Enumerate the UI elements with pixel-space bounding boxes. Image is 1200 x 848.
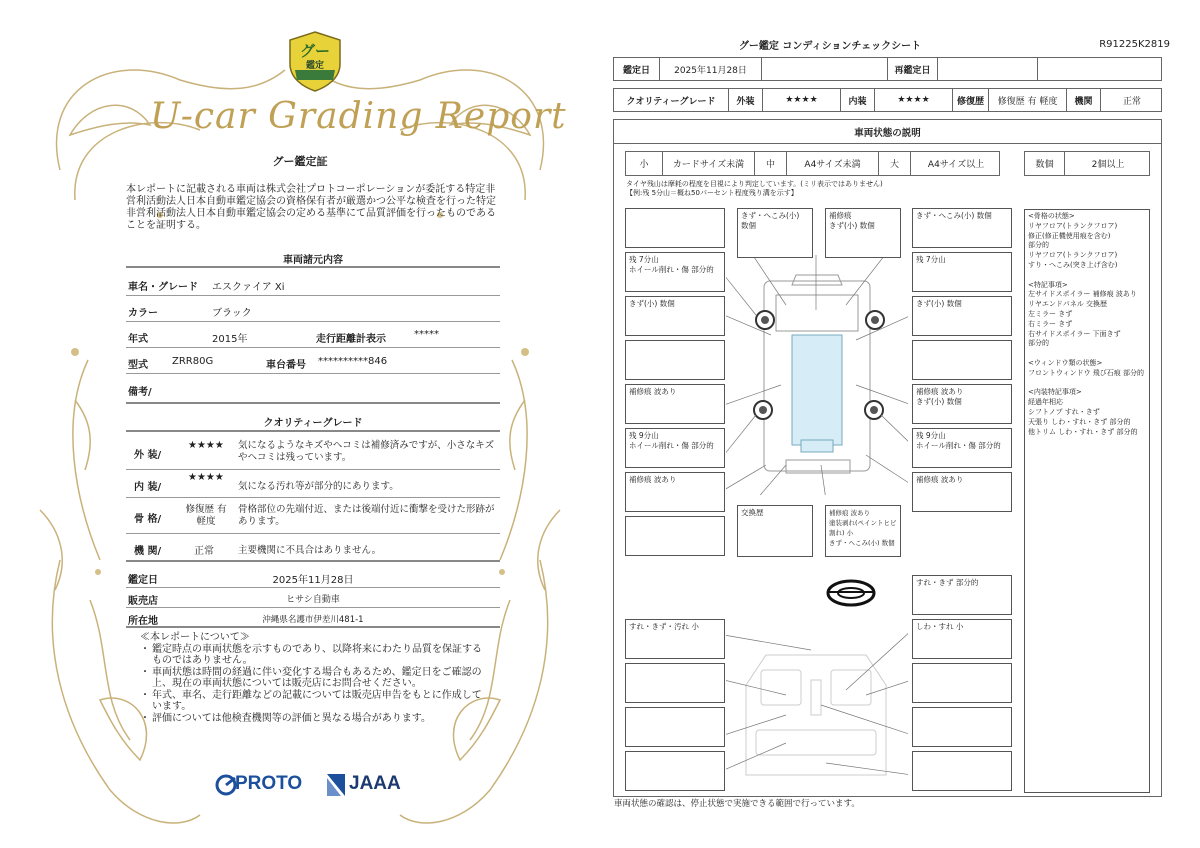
report-notes bbox=[140, 632, 490, 724]
sheet-title: グー鑑定 コンディションチェックシート bbox=[738, 41, 922, 52]
spec-row-model bbox=[126, 350, 500, 374]
car-interior-diagram bbox=[726, 625, 908, 790]
tire-callout: 残 9分山 ホイール削れ・傷 部分的 bbox=[625, 428, 725, 468]
spec-value: ZRR80G bbox=[172, 356, 214, 367]
date-value: 2025年11月28日 bbox=[660, 58, 762, 80]
spec-value: 2015年 bbox=[212, 334, 248, 345]
quality-desc: 骨格部位の先端付近、または後端付近に衝撃を受けた形跡があります。 bbox=[238, 504, 495, 527]
qg-label: クオリティーグレード bbox=[614, 89, 729, 111]
badge-label: 鑑定 bbox=[305, 61, 324, 71]
bottom-note: 車両状態の確認は、停止状態で実施できる範囲で行っています。 bbox=[614, 799, 860, 809]
quality-grade: 正常 bbox=[194, 546, 214, 557]
condition-callout bbox=[625, 516, 725, 556]
condition-callout bbox=[625, 208, 725, 248]
quality-desc: 気になるようなキズやヘコミは補修済みですが、小さなキズやヘコミは残っています。 bbox=[238, 440, 495, 463]
tire-callout: 残 7分山 bbox=[912, 252, 1012, 292]
spec-row-name bbox=[126, 272, 500, 296]
legend-count-desc: 2個以上 bbox=[1091, 160, 1125, 170]
divider bbox=[126, 430, 500, 432]
spec-row-remarks bbox=[126, 376, 500, 404]
quality-desc: 主要機関に不具合はありません。 bbox=[238, 545, 382, 556]
quality-label: 機 関/ bbox=[134, 546, 162, 557]
goo-kantei-badge bbox=[287, 30, 343, 92]
condition-callout: きず(小) 数個 bbox=[912, 296, 1012, 336]
note-item: ・ 年式、車名、走行距離などの記載については販売店申告をもとに作成しています。 bbox=[140, 689, 482, 712]
interior-callout bbox=[625, 707, 725, 747]
int-value: ★★★★ bbox=[875, 89, 953, 111]
grade-row bbox=[613, 88, 1162, 112]
tire-note bbox=[626, 180, 1046, 198]
meta-label: 所在地 bbox=[128, 616, 158, 627]
condition-callout: すれ・きず 部分的 bbox=[912, 575, 1012, 615]
condition-callout: 補修痕 波あり bbox=[625, 384, 725, 424]
rep-value: 修復歴 有 軽度 bbox=[989, 89, 1067, 111]
legend-medium-desc: A4サイズ未満 bbox=[787, 152, 879, 175]
condition-callout bbox=[625, 340, 725, 380]
quality-row bbox=[126, 500, 500, 534]
interior-callout bbox=[912, 663, 1012, 703]
badge-brand: グー bbox=[299, 42, 330, 60]
interior-callout bbox=[625, 751, 725, 791]
legend-small: 小 bbox=[626, 152, 663, 175]
certificate-heading: グー鑑定証 bbox=[272, 155, 328, 168]
rep-label: 修復歴 bbox=[953, 89, 989, 111]
meta-row-date bbox=[126, 566, 500, 588]
tire-note-line: 【例:残 5分山＝概ね50パーセント程度残り溝を示す】 bbox=[626, 189, 798, 197]
legend-large: 大 bbox=[879, 152, 911, 175]
spec-value: ***** bbox=[414, 329, 439, 340]
quality-desc: 気になる汚れ等が部分的にあります。 bbox=[238, 481, 399, 492]
legend-large-desc: A4サイズ以上 bbox=[927, 160, 985, 170]
spec-value: **********846 bbox=[318, 356, 388, 367]
reinspect-label: 再鑑定日 bbox=[888, 58, 938, 80]
spec-row-color bbox=[126, 298, 500, 322]
ext-value: ★★★★ bbox=[763, 89, 841, 111]
spec-row-year bbox=[126, 324, 500, 348]
spec-label: 走行距離計表示 bbox=[316, 334, 386, 345]
proto-logo-icon bbox=[215, 774, 237, 796]
divider bbox=[126, 266, 500, 268]
legend-small-desc: カードサイズ未満 bbox=[663, 152, 755, 175]
quality-grade: ★★★★ bbox=[188, 440, 224, 451]
spec-label: 年式 bbox=[128, 334, 148, 345]
condition-callout: 補修痕 波あり bbox=[625, 472, 725, 512]
interior-callout: しわ・すれ 小 bbox=[912, 619, 1012, 659]
car-exterior-diagram bbox=[726, 255, 908, 495]
interior-callout bbox=[912, 707, 1012, 747]
condition-callout: きず(小) 数個 bbox=[625, 296, 725, 336]
quality-label: 内 装/ bbox=[134, 482, 162, 493]
meta-row-dealer bbox=[126, 588, 500, 608]
reinspect-value bbox=[938, 58, 1038, 80]
spec-label: 型式 bbox=[128, 360, 148, 371]
empty-cell bbox=[762, 58, 888, 80]
quality-row bbox=[126, 436, 500, 470]
condition-callout: きず・へこみ(小) 数個 bbox=[737, 208, 813, 258]
meta-label: 販売店 bbox=[128, 596, 158, 607]
spec-label: 備考/ bbox=[128, 387, 152, 398]
condition-callout: きず・へこみ(小) 数個 bbox=[912, 208, 1012, 248]
meta-row-location bbox=[126, 608, 500, 628]
quality-row bbox=[126, 472, 500, 498]
note-item: ・ 鑑定時点の車両状態を示すものであり、以降将来にわたり品質を保証するものではありません。 bbox=[140, 643, 482, 666]
notes-title: ≪本レポートについて≫ bbox=[140, 632, 250, 643]
meta-value: 2025年11月28日 bbox=[272, 575, 354, 586]
side-notes: <骨格の状態> リヤフロア(トランクフロア) 修正(修正機使用痕を含む) 部分的 リヤフロア(トランクフロア) すり・へこみ(突き上げ含む) <特記事項> 左サイドスポイラー 補修痕 波あり リヤエンドパネル 交換歴 左ミラー きず 右ミラー きず 右サイドスポイラー 下面きず 部分的 <ウィンドウ類の状態> フロントウィンドウ 飛び石痕 部分的 <内装特記事項> 経過年相応 シフトノブ すれ・きず 天張り しわ・すれ・きず 部分的 他トリム しわ・すれ・きず 部分的 bbox=[1024, 209, 1150, 793]
spec-value: エスクァイア Xi bbox=[212, 282, 285, 293]
count-legend bbox=[1024, 151, 1150, 176]
certificate-intro: 本レポートに記載される車両は株式会社プロトコーポレーションが委託する特定非営利活動法人日本自動車鑑定協会の資格保有者が厳選かつ公平な検査を行った特定非営利活動法人日本自動車鑑定協会の定める基準にて品質評価を行ったものであることを証明する。 bbox=[126, 184, 496, 231]
meta-label: 鑑定日 bbox=[128, 575, 158, 586]
condition-callout: 補修痕 きず(小) 数個 bbox=[825, 208, 901, 258]
tire-note-line: タイヤ残山は摩耗の程度を目視により判定しています。(ミリ表示ではありません) bbox=[626, 180, 883, 188]
eng-label: 機関 bbox=[1067, 89, 1101, 111]
eng-value: 正常 bbox=[1122, 96, 1141, 107]
tire-callout: 残 7分山 ホイール削れ・傷 部分的 bbox=[625, 252, 725, 292]
int-label: 内装 bbox=[841, 89, 875, 111]
quality-label: 骨 格/ bbox=[134, 514, 162, 525]
meta-value: 沖縄県名護市伊差川481-1 bbox=[262, 615, 364, 625]
proto-logo-text: PROTO bbox=[235, 773, 303, 794]
condition-callout: 補修痕 波あり 塗装剥れ(ペイントヒビ割れ) 小 きず・へこみ(小) 数個 bbox=[825, 505, 901, 557]
empty-cell bbox=[1038, 58, 1163, 80]
quality-grade: 修復歴 有 軽度 bbox=[185, 504, 227, 527]
condition-callout: 交換歴 bbox=[737, 505, 813, 557]
condition-callout: 補修痕 波あり きず(小) 数個 bbox=[912, 384, 1012, 424]
note-item: ・ 評価については他検査機関等の評価と異なる場合があります。 bbox=[140, 712, 431, 724]
spec-label: カラー bbox=[128, 308, 158, 319]
quality-row bbox=[126, 536, 500, 562]
spec-label: 車名・グレード bbox=[128, 282, 198, 293]
desc-title: 車両状態の説明 bbox=[614, 120, 1161, 144]
spec-label: 車台番号 bbox=[266, 360, 306, 371]
interior-callout: すれ・きず・汚れ 小 bbox=[625, 619, 725, 659]
logos bbox=[215, 770, 415, 800]
jaaa-logo-text: JAAA bbox=[349, 773, 401, 794]
meta-value: ヒサシ自動車 bbox=[286, 595, 340, 605]
ext-label: 外装 bbox=[729, 89, 763, 111]
quality-label: 外 装/ bbox=[134, 450, 162, 461]
quality-title: クオリティーグレード bbox=[263, 418, 363, 429]
script-title: U-car Grading Report bbox=[150, 96, 567, 137]
jaaa-logo-icon bbox=[325, 772, 347, 798]
legend-medium: 中 bbox=[755, 152, 787, 175]
interior-callout bbox=[625, 663, 725, 703]
size-legend bbox=[625, 151, 1000, 176]
legend-count: 数個 bbox=[1025, 152, 1065, 175]
interior-callout bbox=[912, 751, 1012, 791]
date-row bbox=[613, 57, 1162, 81]
quality-grade: ★★★★ bbox=[188, 472, 224, 483]
tire-callout: 残 9分山 ホイール削れ・傷 部分的 bbox=[912, 428, 1012, 468]
date-label: 鑑定日 bbox=[614, 58, 660, 80]
condition-callout bbox=[912, 340, 1012, 380]
condition-callout: 補修痕 波あり bbox=[912, 472, 1012, 512]
spec-title: 車両諸元内容 bbox=[283, 255, 343, 266]
steering-wheel-icon bbox=[826, 578, 876, 608]
sheet-id: R91225K2819 bbox=[1099, 39, 1170, 50]
spec-value: ブラック bbox=[212, 308, 252, 319]
note-item: ・ 車両状態は時間の経過に伴い変化する場合もあるため、鑑定日をご確認の上、現在の車両状態については販売店にお問合せください。 bbox=[140, 666, 482, 689]
